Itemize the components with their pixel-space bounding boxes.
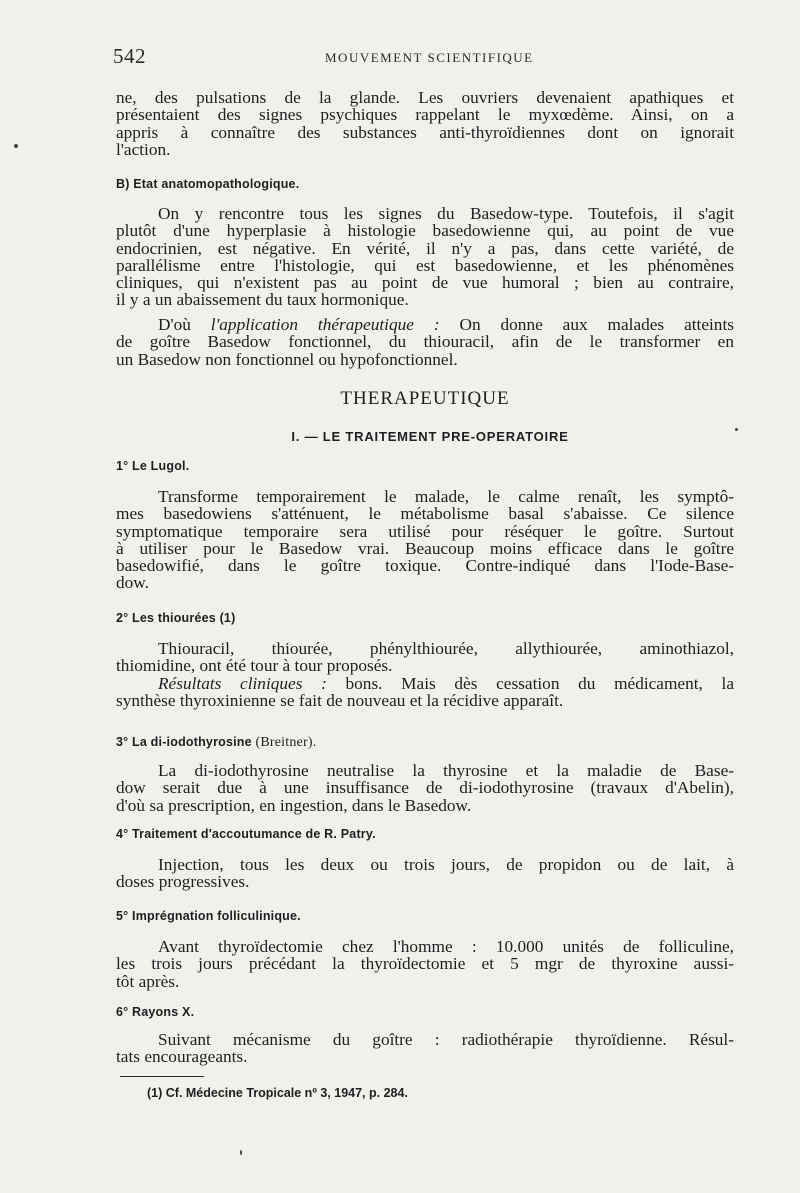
- text-line: Suivant mécanisme du goître : radiothérapie thyroïdienne. Résul-: [158, 1030, 734, 1049]
- text-line: doses progressives.: [116, 872, 250, 892]
- item-diiodo-paragraph: [116, 762, 734, 814]
- text-line: La di-iodothyrosine neutralise la thyrosine et la maladie de Base-: [158, 761, 734, 780]
- item-title: 3° La di-iodothyrosine (Breitner).: [116, 735, 317, 750]
- text-line: synthèse thyroxinienne se fait de nouveau et la récidive apparaît.: [116, 690, 564, 710]
- therapeutique-heading: [116, 388, 734, 410]
- text-line: D'où l'application thérapeutique : On donne aux malades atteints: [158, 315, 734, 334]
- text-line: On y rencontre tous les signes du Basedow-type. Toutefois, il s'agit: [158, 204, 734, 223]
- text-line: à utiliser pour le Basedow vrai. Beaucoup moins efficace dans le goître: [116, 538, 734, 558]
- item-title: 2° Les thiourées (1): [116, 611, 236, 625]
- item-impregnation-paragraph: [116, 938, 734, 990]
- text-line: endocrinien, est négative. En vérité, il n'y a pas, dans cette variété, de: [116, 238, 734, 258]
- intro-paragraph: [116, 89, 734, 158]
- text-line: Transforme temporairement le malade, le calme renaît, les symptô-: [158, 487, 734, 506]
- text-line: plutôt d'une hyperplasie à histologie basedowienne qui, au point de vue: [116, 221, 734, 241]
- item-diiodo-heading: [116, 735, 734, 751]
- text-line: dow.: [116, 573, 149, 593]
- page-number: 542: [113, 44, 146, 68]
- item-rayons-paragraph: [116, 1031, 734, 1066]
- text-line: ne, des pulsations de la glande. Les ouvriers devenaient apathiques et: [116, 88, 734, 107]
- text-line: Thiouracil, thiourée, phénylthiourée, allythiourée, aminothiazol,: [158, 639, 734, 658]
- text-line: d'où sa prescription, en ingestion, dans le Basedow.: [116, 795, 472, 815]
- section-heading: I. — LE TRAITEMENT PRE-OPERATOIRE: [291, 429, 569, 444]
- text-line: parallélisme entre l'histologie, qui est basedowienne, et les phénomènes: [116, 255, 734, 275]
- scan-speck: [14, 144, 18, 148]
- text-line: tats encourageants.: [116, 1047, 248, 1067]
- item-title: 4° Traitement d'accoutumance de R. Patry.: [116, 827, 376, 841]
- item-accoutumance-heading: [116, 827, 734, 841]
- text-line: mes basedowiens s'atténuent, le métabolisme basal s'abaisse. Ce silence: [116, 504, 734, 524]
- text-line: basedowifié, dans le goître toxique. Contre-indiqué dans l'Iode-Base-: [116, 556, 734, 576]
- main-heading: THERAPEUTIQUE: [340, 388, 510, 409]
- text-line: de goître Basedow fonctionnel, du thiouracil, afin de le transformer en: [116, 332, 734, 352]
- item-lugol-paragraph: [116, 488, 734, 592]
- footnote: (1) Cf. Médecine Tropicale nº 3, 1947, p. 284.: [147, 1086, 408, 1100]
- item-title: 6° Rayons X.: [116, 1005, 195, 1019]
- item-impregnation-heading: [116, 909, 734, 923]
- scan-speck: [240, 1150, 242, 1155]
- section-i-heading: [190, 429, 670, 444]
- text-line: appris à connaître des substances anti-thyroïdiennes dont on ignorait: [116, 122, 734, 142]
- text-line: Avant thyroïdectomie chez l'homme : 10.000 unités de folliculine,: [158, 937, 734, 956]
- emphasis: Résultats cliniques :: [158, 673, 327, 693]
- running-title: MOUVEMENT SCIENTIFIQUE: [325, 50, 534, 65]
- text-line: les trois jours précédant la thyroïdectomie et 5 mgr de thyroxine aussi-: [116, 954, 734, 974]
- scan-speck: [735, 428, 738, 431]
- text-line: un Basedow non fonctionnel ou hypofonctionnel.: [116, 349, 458, 369]
- emphasis: l'application thérapeutique :: [210, 315, 440, 334]
- text-line: thiomidine, ont été tour à tour proposés.: [116, 656, 393, 676]
- footnote-divider: [120, 1076, 204, 1077]
- text-line: cliniques, qui n'existent pas au point de vue humoral ; bien au contraire,: [116, 273, 734, 293]
- item-thiourees-heading: [116, 611, 734, 625]
- section-b-heading: [116, 177, 734, 191]
- section-b-title: B) Etat anatomopathologique.: [116, 177, 300, 191]
- text-line: dow serait due à une insuffisance de di-iodothyrosine (travaux d'Abelin),: [116, 778, 734, 798]
- text-line: tôt après.: [116, 971, 180, 991]
- text-line: il y a un abaissement du taux hormonique.: [116, 290, 409, 310]
- text-line: Injection, tous les deux ou trois jours, de propidon ou de lait, à: [158, 855, 734, 874]
- text-line: l'action.: [116, 139, 171, 159]
- item-lugol-heading: [116, 459, 734, 473]
- item-accoutumance-paragraph: [116, 856, 734, 891]
- text-line: présentaient des signes psychiques rappelant le myxœdème. Ainsi, on a: [116, 105, 734, 125]
- text-line: Résultats cliniques : bons. Mais dès cessation du médicament, la: [158, 673, 734, 693]
- section-b-paragraph-2: [116, 316, 734, 368]
- item-thiourees-paragraph: [116, 640, 734, 709]
- item-title: 5° Imprégnation folliculinique.: [116, 909, 301, 923]
- item-rayons-heading: [116, 1005, 734, 1019]
- section-b-paragraph-1: [116, 205, 734, 309]
- item-title: 1° Le Lugol.: [116, 459, 190, 473]
- text-line: symptomatique temporaire sera utilisé pour réséquer le goître. Surtout: [116, 521, 734, 541]
- page-header: [0, 44, 800, 70]
